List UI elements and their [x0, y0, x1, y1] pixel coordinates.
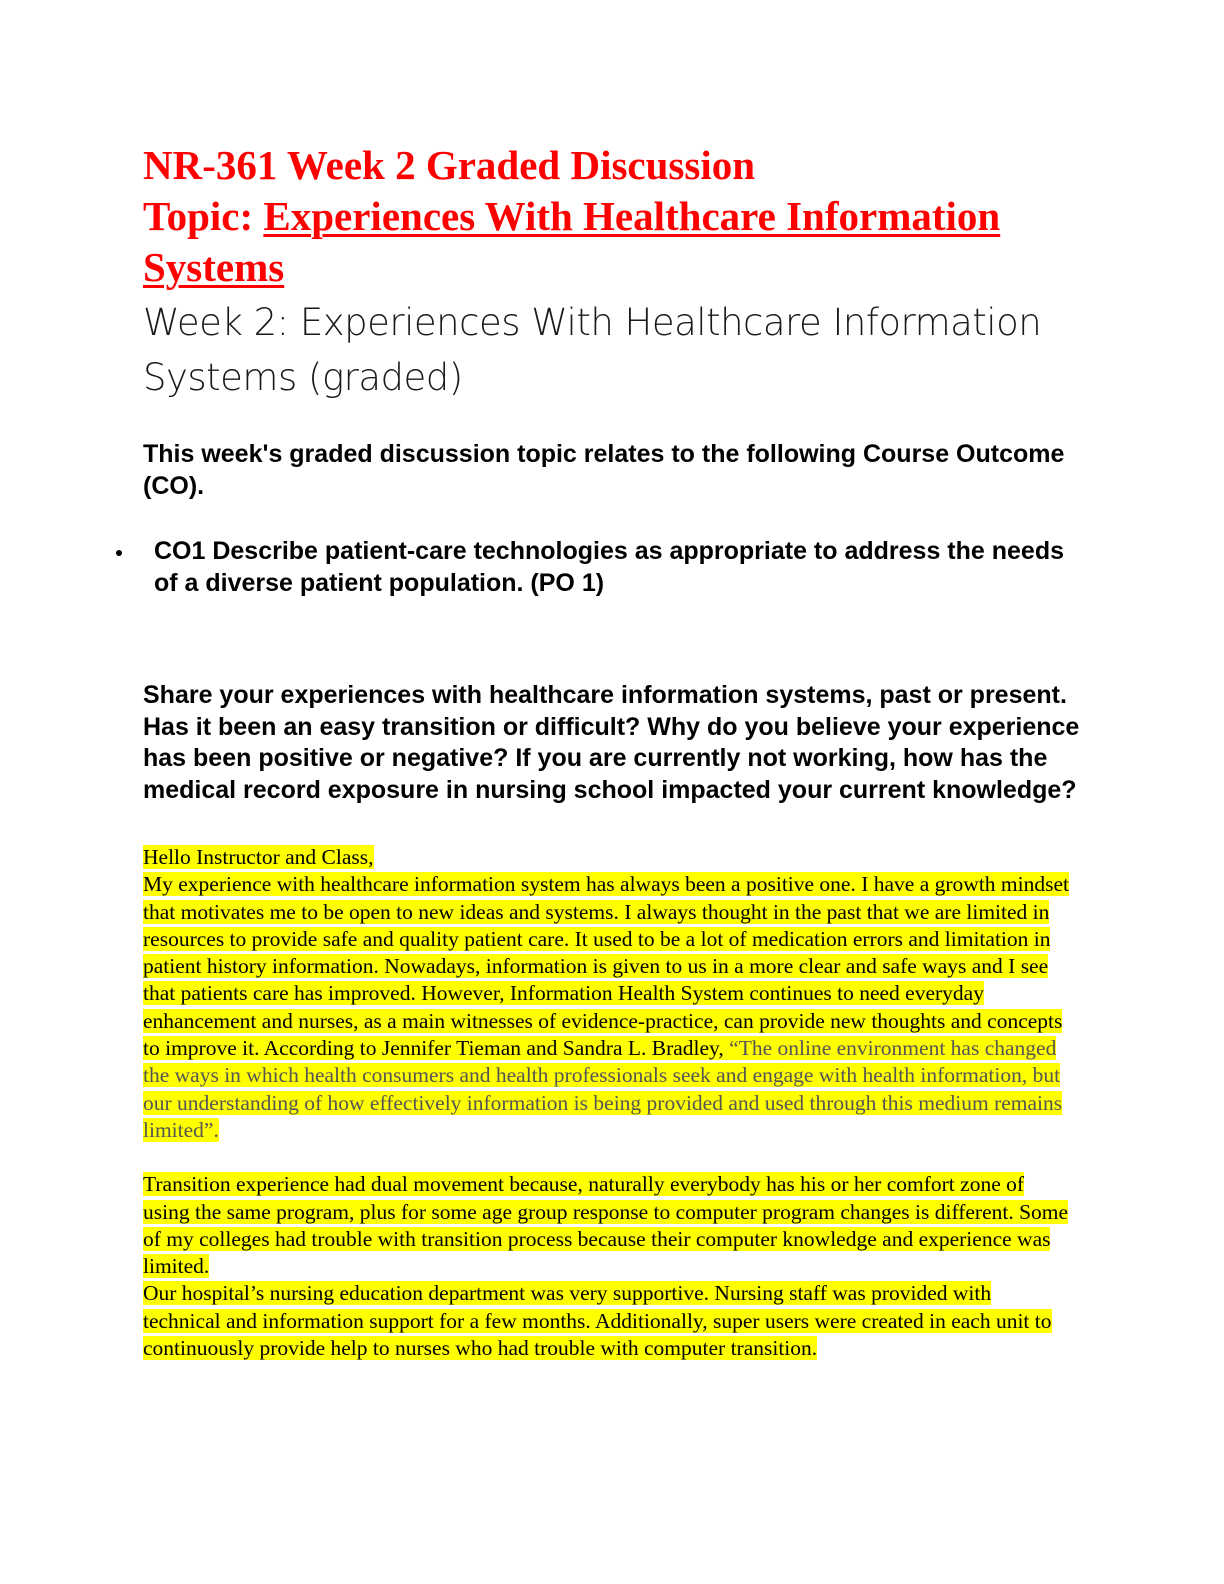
response-paragraph-3: Our hospital’s nursing education department was very supportive. Nursing staff was provided with technical and information support for a few months. Additionally, super users were created in each unit to continuously provide help to nurses who had trouble with computer transition. [143, 1281, 1052, 1361]
response-block-2 [143, 1171, 1073, 1362]
title-line-1: NR-361 Week 2 Graded Discussion [143, 142, 756, 188]
response-quote: “The online environment has changed the ways in which health consumers and health professionals seek and engage with health information, but our understanding of how effectively information is being provided and used through this medium remains limited”. [143, 1036, 1063, 1142]
document-page [143, 140, 1088, 1362]
course-outcome-intro: This week's graded discussion topic relates to the following Course Outcome (CO). [143, 440, 1065, 500]
discussion-question: Share your experiences with healthcare information systems, past or present. Has it been an easy transition or difficult? Why do you believe your experience has been positive or negative? If you are currently not working, how has the medical record exposure in nursing school impacted your current knowledge? [143, 681, 1080, 804]
week-subheading: Week 2: Experiences With Healthcare Information Systems (graded) [143, 301, 1042, 399]
title-topic-prefix: Topic: [143, 193, 264, 239]
response-block-1 [143, 844, 1073, 1144]
course-outcome-text: CO1 Describe patient-care technologies as appropriate to address the needs of a diverse patient population. (PO 1) [154, 537, 1064, 597]
bullet-icon [116, 550, 122, 556]
response-paragraph-1: My experience with healthcare information system has always been a positive one. I have a growth mindset that motivates me to be open to new ideas and systems. I always thought in the past that we are limited in resources to provide safe and quality patient care. It used to be a lot of medication errors and limitation in patient history information. Nowadays, information is given to us in a more clear and safe ways and I see that patients care has improved. However, Information Health System continues to need everyday enhancement and nurses, as a main witnesses of evidence-practice, can provide new thoughts and concepts to improve it. According to Jennifer Tieman and Sandra L. Bradley, [143, 872, 1070, 1061]
course-outcome-list [143, 536, 1088, 599]
document-title [143, 140, 1088, 293]
course-outcome-item [143, 536, 1088, 599]
title-topic-underlined: Experiences With Healthcare Information Systems [143, 193, 1001, 290]
response-paragraph-2: Transition experience had dual movement because, naturally everybody has his or her comfort zone of using the same program, plus for some age group response to computer program changes is different. Some of my colleges had trouble with transition process because their computer knowledge and experience was limited. [143, 1172, 1069, 1279]
response-greeting: Hello Instructor and Class, [143, 845, 374, 869]
